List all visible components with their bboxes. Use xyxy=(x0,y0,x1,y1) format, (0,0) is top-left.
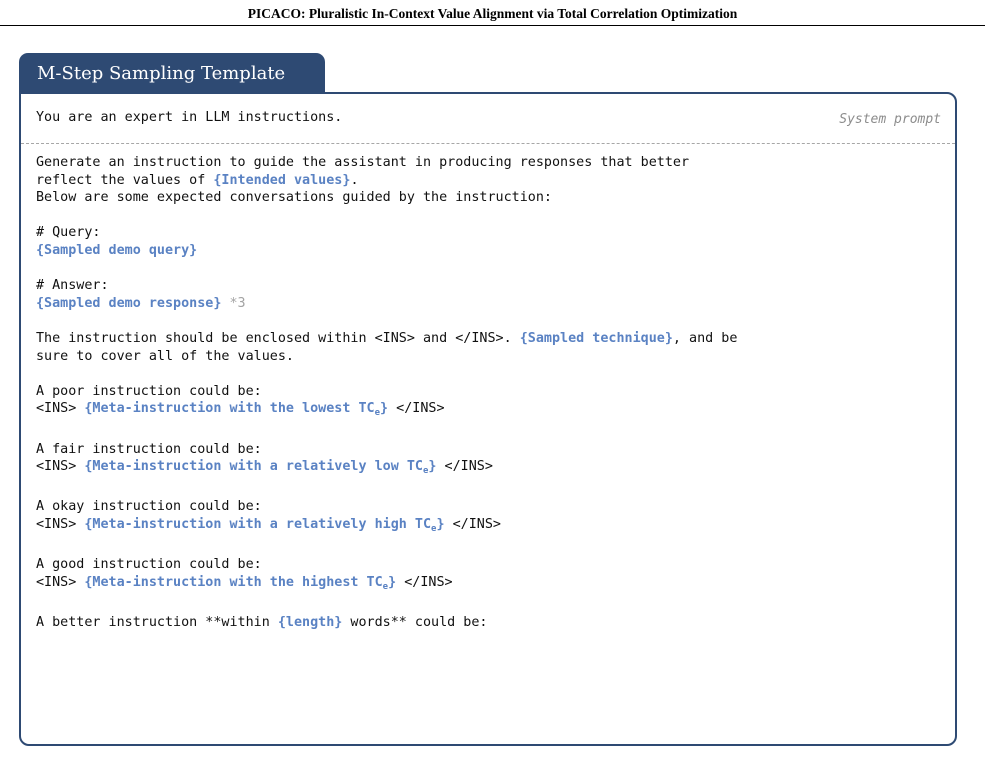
okay-meta-instruction-placeholder xyxy=(84,517,444,532)
length-placeholder: {length} xyxy=(277,614,343,630)
prompt-line xyxy=(36,458,940,481)
placeholder-text: {Meta-instruction with the lowest TC xyxy=(84,401,375,417)
system-prompt-row xyxy=(21,94,955,144)
intended-values-placeholder: {Intended values} xyxy=(213,172,351,188)
user-prompt-body xyxy=(21,144,955,631)
template-box xyxy=(19,92,957,746)
prompt-text: , and be xyxy=(672,330,738,346)
placeholder-close: } xyxy=(428,459,437,475)
running-head-title: PICACO: Pluralistic In-Context Value Alignment via Total Correlation Optimization xyxy=(247,6,738,21)
ins-open-tag: <INS> xyxy=(36,574,85,590)
prompt-text: . xyxy=(350,172,359,188)
prompt-line: sure to cover all of the values. xyxy=(36,348,294,364)
prompt-line xyxy=(36,516,940,539)
query-heading: # Query: xyxy=(36,225,101,241)
sampled-demo-response-placeholder: {Sampled demo response} xyxy=(36,295,222,311)
good-meta-instruction-placeholder xyxy=(84,575,396,590)
placeholder-text: {Meta-instruction with the highest TC xyxy=(84,574,383,590)
prompt-line xyxy=(36,295,940,313)
okay-label: A okay instruction could be: xyxy=(36,499,262,515)
good-label: A good instruction could be: xyxy=(36,557,262,573)
ins-close-tag: </INS> xyxy=(396,574,453,590)
prompt-text: The instruction should be enclosed within <INS> and </INS>. xyxy=(36,330,520,346)
system-prompt-text: You are an expert in LLM instructions. xyxy=(36,110,343,125)
ins-open-tag: <INS> xyxy=(36,459,85,475)
prompt-line: Below are some expected conversations guided by the instruction: xyxy=(36,190,552,206)
ins-open-tag: <INS> xyxy=(36,401,85,417)
fair-meta-instruction-placeholder xyxy=(84,459,437,477)
prompt-text: A better instruction **within xyxy=(36,614,278,630)
fair-label: A fair instruction could be: xyxy=(36,441,262,457)
tc-subscript: e xyxy=(382,581,389,592)
ins-close-tag: </INS> xyxy=(444,516,501,532)
ins-open-tag: <INS> xyxy=(36,516,85,532)
prompt-line: Generate an instruction to guide the assistant in producing responses that better xyxy=(36,155,690,170)
system-prompt-label: System prompt xyxy=(839,112,941,127)
prompt-text: words** could be: xyxy=(342,614,488,630)
prompt-line xyxy=(36,614,940,632)
sampled-demo-query-placeholder: {Sampled demo query} xyxy=(36,242,198,258)
poor-label: A poor instruction could be: xyxy=(36,383,262,399)
prompt-line xyxy=(36,172,940,190)
placeholder-text: {Meta-instruction with a relatively high TC xyxy=(84,516,432,532)
answer-heading: # Answer: xyxy=(36,278,109,294)
placeholder-close: } xyxy=(388,574,397,590)
sampled-technique-placeholder: {Sampled technique} xyxy=(519,330,673,346)
prompt-line xyxy=(36,400,940,423)
header-rule xyxy=(0,25,985,26)
prompt-line xyxy=(36,330,940,348)
placeholder-text: {Meta-instruction with a relatively low TC xyxy=(84,459,423,475)
tc-subscript: e xyxy=(431,523,437,534)
repeat-count: *3 xyxy=(221,295,246,311)
poor-meta-instruction-placeholder xyxy=(84,401,389,419)
prompt-line xyxy=(36,574,940,597)
tc-subscript: e xyxy=(422,466,429,477)
ins-close-tag: </INS> xyxy=(436,459,493,475)
placeholder-close: } xyxy=(380,401,389,417)
template-tab-title: M-Step Sampling Template xyxy=(19,53,325,93)
placeholder-close: } xyxy=(436,516,445,532)
tc-subscript: e xyxy=(374,408,381,419)
prompt-text: reflect the values of xyxy=(36,172,214,188)
ins-close-tag: </INS> xyxy=(388,401,445,417)
